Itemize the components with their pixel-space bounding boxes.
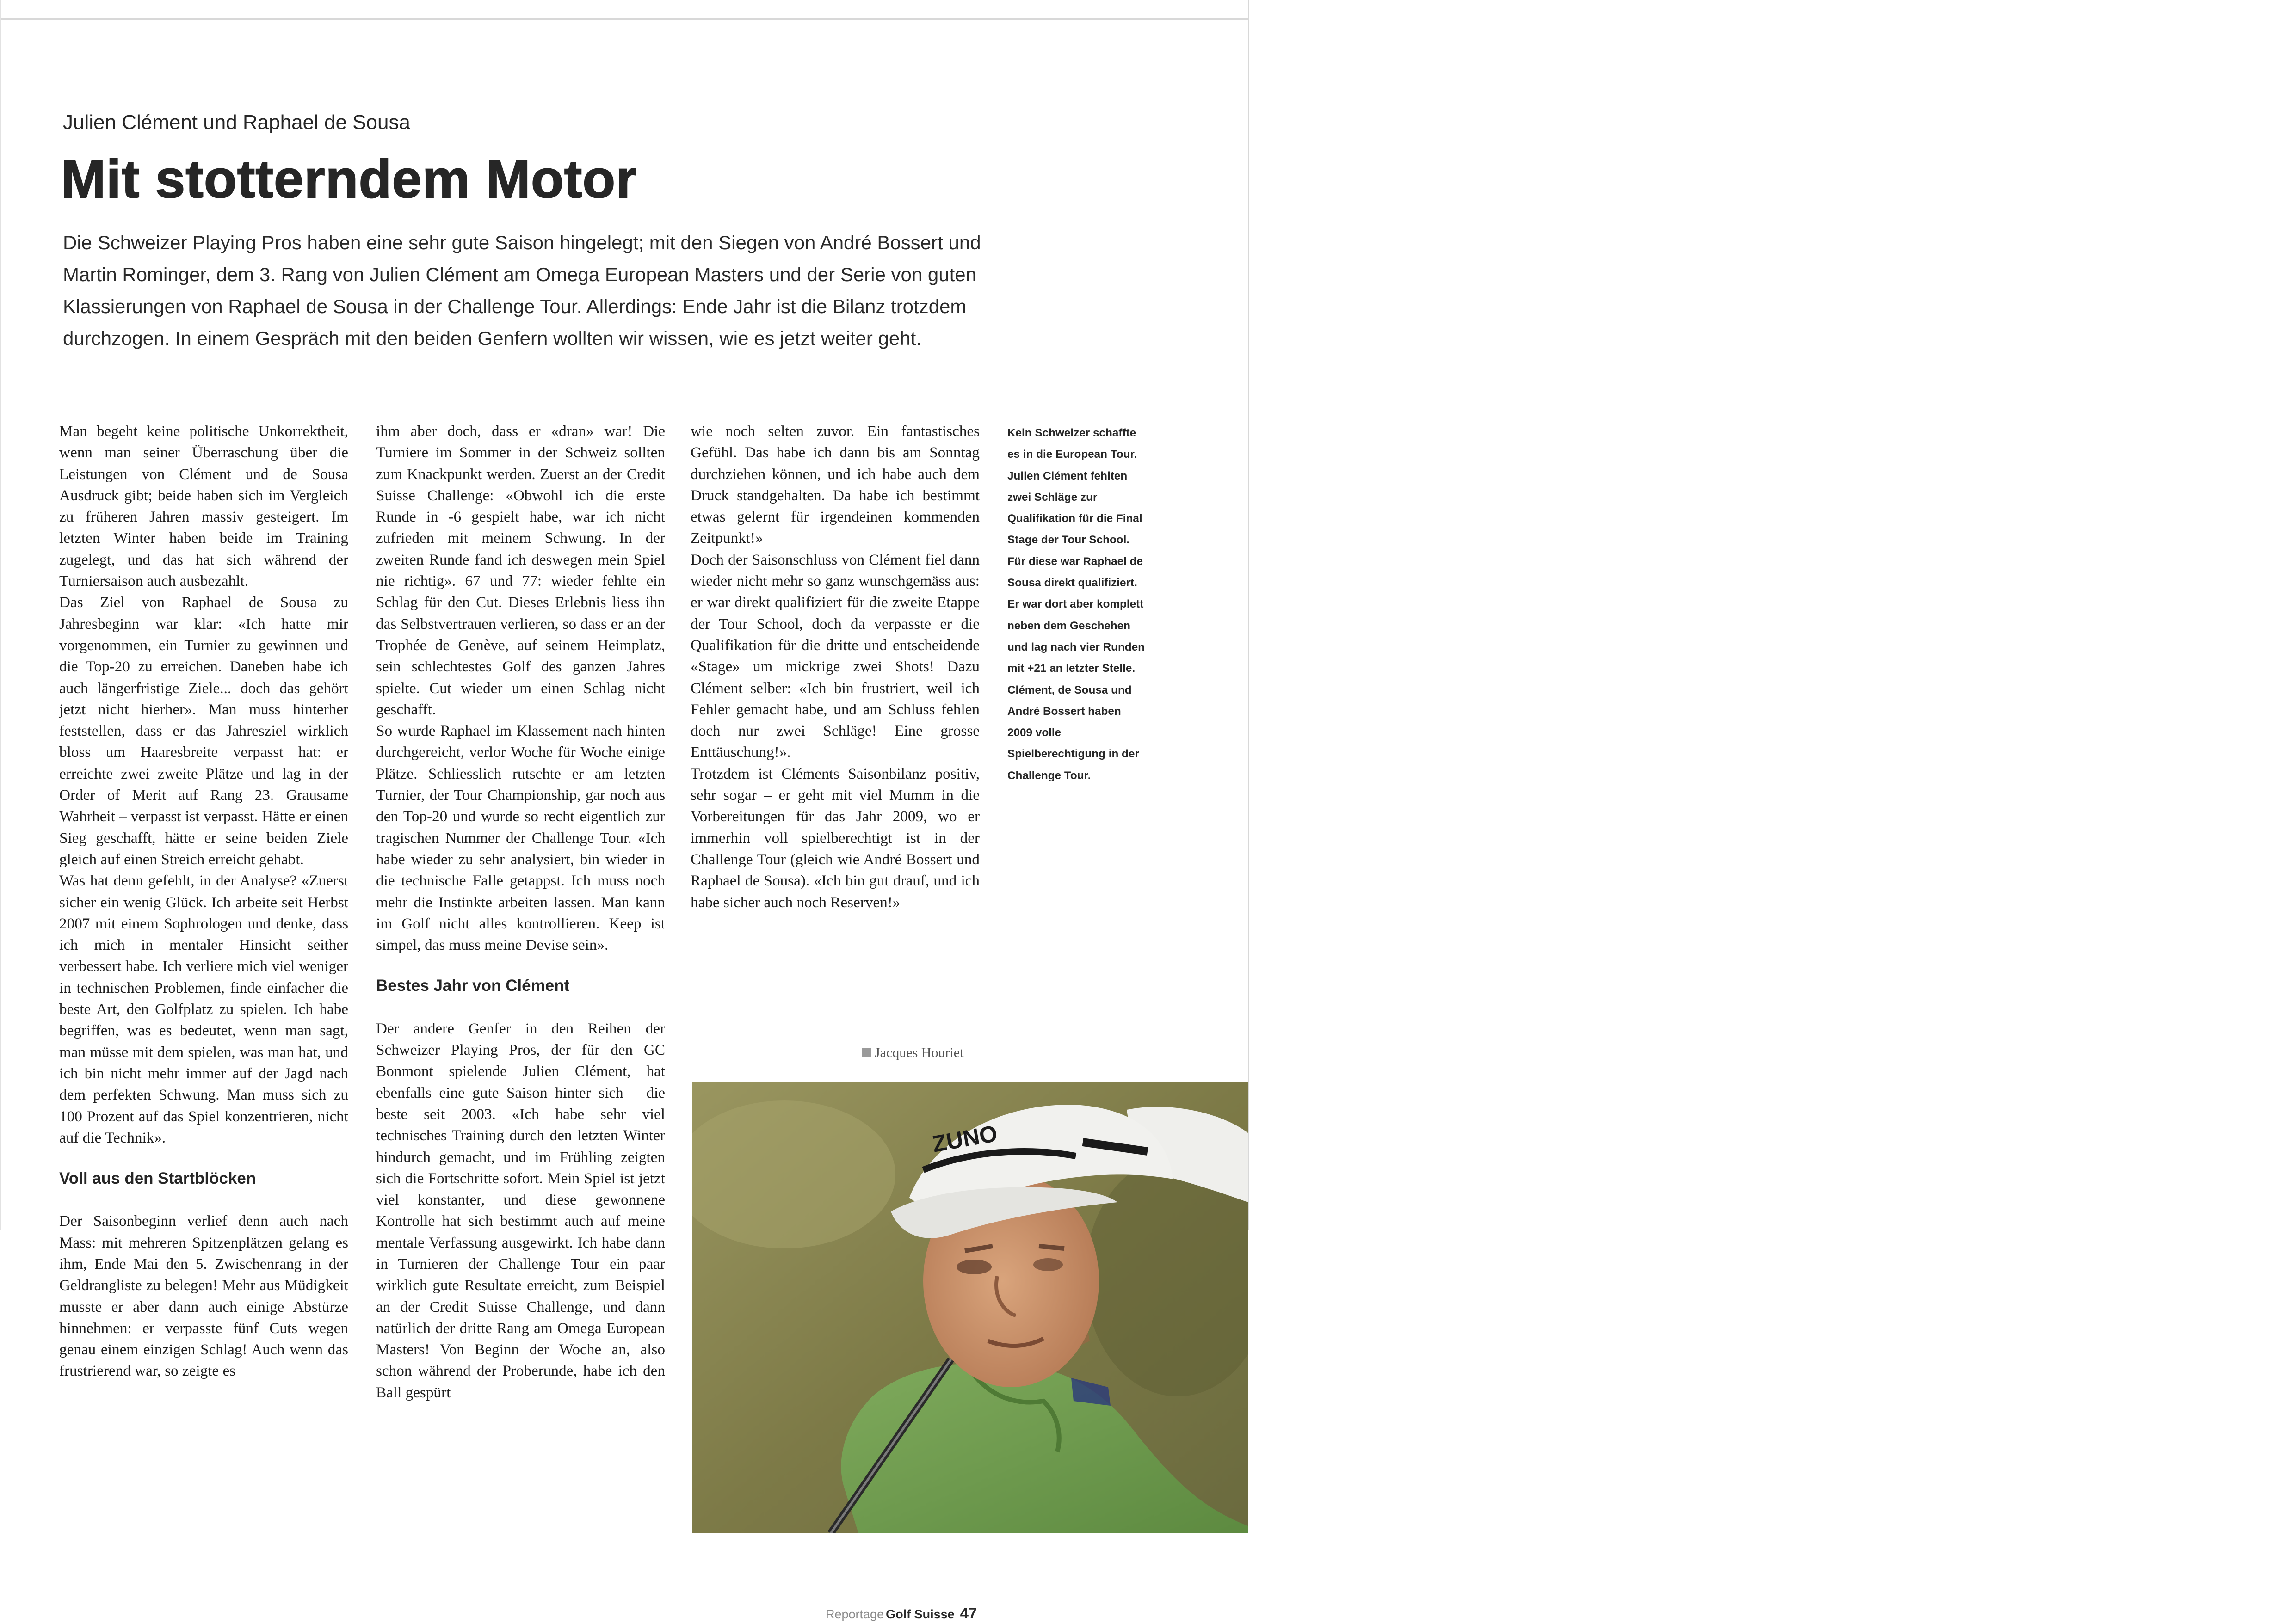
paragraph: Man begeht keine politische Unkorrektheit, wenn man seiner Überraschung über die Leistungen von Clément und de Sousa Ausdruck gibt; beide haben sich im Vergleich zu früheren Jahren massiv gesteigert. Im letzten Winter haben beide im Training zugelegt, und das hat sich während der Turniersaison auch ausbezahlt. [59,423,348,590]
footer-section: Reportage [826,1607,884,1621]
photo-credit [862,1045,963,1061]
text-column-2 [376,421,665,1403]
page-left-edge [0,0,1,1230]
page-right-edge [1248,0,1249,1230]
golfer-illustration [692,1082,1248,1533]
article-kicker: Julien Clément und Raphael de Sousa [63,111,410,134]
paragraph: wie noch selten zuvor. Ein fantastisches Gefühl. Das habe ich dann bis am Sonntag durchziehen können, und ich habe auch dem Druck standgehalten. Da habe ich bestimmt etwas gelernt für irgendeinen kommenden Zeitpunkt!» [691,423,980,547]
text-column-3 [691,421,980,913]
eye [957,1260,992,1274]
eyebrow [1039,1246,1064,1248]
paragraph: Das Ziel von Raphael de Sousa zu Jahresbeginn war klar: «Ich hatte mir vorgenommen, ein Turnier zu gewinnen und die Top-20 zu erreichen. Daneben habe ich auch längerfristige Ziele... doch das gehört jetzt nicht hierher». Man muss hinterher feststellen, dass er das Jahresziel wirklich bloss um Haaresbreite verpasst hat: er erreichte zwei zweite Plätze und lag in der Order of Merit auf Rang 23. Grausame Wahrheit – verpasst ist verpasst. Hätte er einen Sieg geschafft, hätte er seine beiden Ziele gleich auf einen Streich erreicht gehabt. [59,594,348,868]
paragraph: ihm aber doch, dass er «dran» war! Die Turniere im Sommer in der Schweiz sollten zum Knackpunkt werden. Zuerst an der Credit Suisse Challenge: «Obwohl ich die erste Runde in -6 gespielt habe, war ich nicht zufrieden mit meinem Schwung. In der zweiten Runde fand ich deswegen mein Spiel nie richtig». 67 und 77: wieder fehlte ein Schlag für den Cut. Dieses Erlebnis liess ihn das Selbstvertrauen verlieren, so dass er an der Trophée de Genève, auf seinem Heimplatz, sein schlechtestes Golf des ganzen Jahres spielte. Cut wieder um einen Schlag nicht geschafft. [376,423,665,718]
subheading-bestes-jahr: Bestes Jahr von Clément [376,977,570,995]
photo-credit-name: Jacques Houriet [875,1045,964,1060]
paragraph: Doch der Saisonschluss von Clément fiel dann wieder nicht mehr so ganz wunschgemäss aus: er war direkt qualifiziert für die zweite Etappe der Tour School, doch da verpasste er die Qualifikation für die dritte und entscheidende «Stage» um mickrige zwei Shots! Dazu Clément selber: «Ich bin frustriert, weil ich Fehler gemacht habe, und am Schluss fehlen doch nur zwei Schläge! Eine grosse Enttäuschung!». [691,551,980,761]
page-footer [826,1605,977,1622]
article-lead: Die Schweizer Playing Pros haben eine sehr gute Saison hingelegt; mit den Siegen von André Bossert und Martin Rominger, dem 3. Rang von Julien Clément am Omega European Masters und der Serie von guten Klassierungen von Raphael de Sousa in der Challenge Tour. Allerdings: Ende Jahr ist die Bilanz trotzdem durchzogen. In einem Gespräch mit den beiden Genfern wollten wir wissen, wie es jetzt weiter geht. [63,232,981,349]
subheading-startbloecke: Voll aus den Startblöcken [59,1169,256,1188]
paragraph: Was hat denn gefehlt, in der Analyse? «Zuerst sicher ein wenig Glück. Ich arbeite seit Herbst 2007 mit einem Sophrologen und denke, dass ich mich in mentaler Hinsicht seither verbessert habe. Ich verliere mich viel weniger in technischen Problemen, finde einfacher die beste Art, den Golfplatz zu spielen. Ich habe begriffen, was es bedeutet, wenn man sagt, man müsse mit dem spielen, was man hat, und ich bin nicht mehr immer auf der Jagd nach dem perfekten Schwung. Man muss sich zu 100 Prozent auf das Spiel konzentrieren, nicht auf die Technik». [59,872,348,1146]
article-headline: Mit stotterndem Motor [61,149,637,209]
page-number: 47 [960,1605,977,1622]
paragraph: Der andere Genfer in den Reihen der Schweizer Playing Pros, der für den GC Bonmont spielende Julien Clément, hat ebenfalls eine gute Saison hinter sich – die beste seit 2003. «Ich habe sehr viel technisches Training durch den letzten Winter hindurch gemacht, und im Frühling zeigten sich die Fortschritte sofort. Mein Spiel ist jetzt viel konstanter, und diese gewonnene Kontrolle hat sich bestimmt auch auf meine mentale Verfassung ausgewirkt. Ich habe dann in Turnieren der Challenge Tour ein paar wirklich gute Resultate erreicht, zum Beispiel an der Credit Suisse Challenge, und dann natürlich der dritte Rang am Omega European Masters! Von Beginn der Woche an, also schon während der Proberunde, habe ich den Ball gespürt [376,1020,665,1401]
cap-brand-text: ZUNO [930,1120,1000,1157]
eye [1033,1258,1063,1271]
golfer-photo [692,1082,1248,1533]
paragraph: Der Saisonbeginn verlief denn auch nach Mass: mit mehreren Spitzenplätzen gelang es ihm, Ende Mai den 5. Zwischenrang in der Geldrangliste zu belegen! Mehr aus Müdigkeit musste er aber dann auch einige Abstürze hinnehmen: er verpasste fünf Cuts wegen genau einem einzigen Schlag! Auch wenn das frustrierend war, so zeigte es [59,1212,348,1380]
paragraph: So wurde Raphael im Klassement nach hinten durchgereicht, verlor Woche für Woche einige Plätze. Schliesslich rutschte er am letzten Turnier, der Tour Championship, gar noch aus den Top-20 und wurde so recht eigentlich zur tragischen Nummer der Challenge Tour. «Ich habe wieder zu sehr analysiert, bin wieder in die technische Falle getappst. Ich muss noch mehr die Instinkte arbeiten lassen. Man kann im Golf nicht alles kontrollieren. Keep ist simpel, das muss meine Devise sein». [376,722,665,954]
credit-square-icon [862,1048,871,1057]
paragraph: Trotzdem ist Cléments Saisonbilanz positiv, sehr sogar – er geht mit viel Mumm in die Vorbereitungen für das Jahr 2009, wo er immerhin voll spielberechtigt ist in der Challenge Tour (gleich wie André Bossert und Raphael de Sousa). «Ich bin gut drauf, und ich habe sicher auch noch Reserven!» [691,765,980,911]
page-top-edge [0,18,1248,20]
text-column-1 [59,421,348,1382]
footer-magazine: Golf Suisse [886,1607,955,1621]
sidebar-box: Kein Schweizer schaffte es in die European Tour. Julien Clément fehlten zwei Schläge zur Qualifikation für die Final Stage der Tour School. Für diese war Raphael de Sousa direkt qualifiziert. Er war dort aber komplett neben dem Geschehen und lag nach vier Runden mit +21 an letzter Stelle. Clément, de Sousa und André Bossert haben 2009 volle Spielberechtigung in der Challenge Tour. [1007,427,1145,782]
